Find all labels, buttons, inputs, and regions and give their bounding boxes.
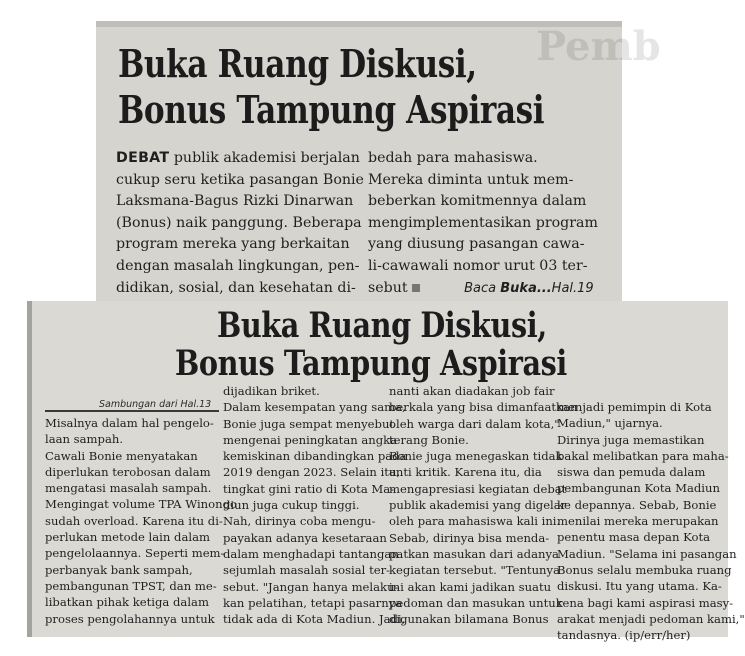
body-line: penentu masa depan Kota	[557, 530, 711, 545]
headline-line-1: Buka Ruang Diskusi,	[118, 41, 477, 86]
body-line: terang Bonie.	[389, 432, 469, 447]
body-line: menjadi pemimpin di Kota	[557, 400, 712, 414]
headline-line-2: Bonus Tampung Aspirasi	[175, 343, 567, 384]
body-line: li-cawawali nomor urut 03 ter-	[368, 257, 588, 274]
body-line: dijadikan briket.	[223, 384, 320, 398]
body-line: menilai mereka merupakan	[557, 514, 719, 529]
body-line: ke depannya. Sebab, Bonie	[557, 497, 717, 512]
body-line: 2019 dengan 2023. Selain itu,	[223, 465, 401, 480]
body-line: sejumlah masalah sosial ter-	[223, 563, 391, 578]
body-line: Bonie juga menegaskan tidak	[389, 449, 563, 464]
body-line: sebut. "Jangan hanya melaku-	[223, 579, 399, 594]
body-line: program mereka yang berkaitan	[116, 236, 350, 253]
body-line: cukup seru ketika pasangan Bonie	[116, 171, 364, 188]
end-mark-icon	[412, 284, 420, 292]
body-line: arakat menjadi pedoman kami,"	[557, 611, 745, 626]
body-line: Mengingat volume TPA Winongo	[45, 497, 237, 512]
body-line: mengenai peningkatan angka	[223, 432, 398, 447]
body-line: kemiskinan dibandingkan pada	[223, 449, 407, 464]
continued-from-label: Sambungan dari Hal.13	[99, 399, 212, 410]
scan-shadow	[96, 21, 622, 27]
body-line: mengapresiasi kegiatan debat	[389, 481, 567, 496]
body-line: dalam menghadapi tantangan	[223, 546, 399, 561]
body-line: perlukan metode lain dalam	[45, 530, 210, 545]
body-line: tidak ada di Kota Madiun. Jadi,	[223, 612, 406, 627]
scan-edge	[27, 301, 32, 637]
body-line: ini akan kami jadikan suatu	[389, 579, 552, 594]
body-line: libatkan pihak ketiga dalam	[45, 595, 209, 610]
body-column-2	[368, 148, 598, 299]
lede-word: DEBAT	[116, 150, 170, 166]
body-line-final: sebut Baca Buka...Hal.19	[368, 279, 594, 296]
body-line: perbanyak bank sampah,	[45, 562, 193, 577]
body-line: Madiun. "Selama ini pasangan	[557, 546, 737, 561]
body-line: nanti akan diadakan job fair	[389, 384, 555, 398]
body-line: Dirinya juga memastikan	[557, 432, 705, 447]
body-line: Dalam kesempatan yang sama,	[223, 400, 406, 415]
body-line: Mereka diminta untuk mem-	[368, 171, 574, 188]
continue-note: Baca Buka...Hal.19	[464, 280, 594, 296]
body-column-1	[45, 415, 237, 627]
body-line: DEBAT publik akademisi berjalan	[116, 150, 360, 166]
headline-line-1: Buka Ruang Diskusi,	[217, 305, 547, 346]
body-line: Bonie juga sempat menyebut	[223, 416, 395, 431]
body-line: proses pengolahannya untuk	[45, 611, 215, 626]
headline-line-2: Bonus Tampung Aspirasi	[118, 87, 545, 132]
body-line: tingkat gini ratio di Kota Ma-	[223, 481, 395, 496]
body-column-3	[389, 383, 577, 627]
body-line: tandasnya. (ip/err/her)	[557, 628, 691, 643]
body-line: Misalnya dalam hal pengelo-	[45, 416, 214, 430]
body-line: didikan, sosial, dan kesehatan di-	[116, 279, 356, 296]
body-line: (Bonus) naik panggung. Beberapa	[116, 214, 362, 231]
body-line: Laksmana-Bagus Rizki Dinarwan	[116, 193, 354, 210]
body-line: sudah overload. Karena itu di-	[45, 513, 223, 528]
body-column-2	[223, 383, 407, 627]
body-line: pembangunan Kota Madiun	[557, 481, 720, 496]
body-line: siswa dan pemuda dalam	[557, 465, 706, 480]
body-line: publik akademisi yang digelar	[389, 498, 567, 513]
body-line: payakan adanya kesetaraan	[223, 530, 387, 545]
bleed-through-text: Pemb	[536, 23, 661, 70]
body-line: Sebab, dirinya bisa menda-	[389, 530, 550, 545]
body-column-1	[116, 148, 364, 299]
body-column-4	[557, 399, 745, 643]
body-line: beberkan komitmennya dalam	[368, 193, 587, 210]
body-line: diperlukan terobosan dalam	[45, 464, 211, 479]
body-line: rena bagi kami aspirasi masy-	[557, 595, 734, 610]
body-line: pengelolaannya. Seperti mem-	[45, 546, 225, 561]
body-line: pedoman dan masukan untuk	[389, 595, 563, 610]
body-line: bedah para mahasiswa.	[368, 150, 538, 166]
body-line: Nah, dirinya coba mengu-	[223, 514, 376, 529]
body-line: kan pelatihan, tetapi pasarnya	[223, 595, 403, 610]
body-line: yang diusung pasangan cawa-	[368, 236, 585, 253]
body-line: Madiun," ujarnya.	[557, 416, 663, 431]
body-line: bakal melibatkan para maha-	[557, 448, 729, 463]
body-line: patkan masukan dari adanya	[389, 546, 559, 561]
body-line: oleh warga dari dalam kota,"	[389, 416, 560, 431]
body-line: diskusi. Itu yang utama. Ka-	[557, 579, 722, 594]
body-line: pembangunan TPST, dan me-	[45, 578, 217, 593]
body-line: Cawali Bonie menyatakan	[45, 448, 198, 463]
body-line: kegiatan tersebut. "Tentunya	[389, 563, 560, 578]
clipping-top	[96, 21, 661, 301]
body-line: digunakan bilamana Bonus	[389, 612, 549, 627]
body-line: mengatasi masalah sampah.	[45, 481, 212, 496]
body-line: Bonus selalu membuka ruang	[557, 562, 732, 577]
body-line: anti kritik. Karena itu, dia	[389, 465, 542, 480]
body-line: berkala yang bisa dimanfaatkan	[389, 400, 578, 415]
body-line: diun juga cukup tinggi.	[223, 498, 360, 513]
column-rule	[45, 410, 219, 412]
body-line: oleh para mahasiswa kali ini.	[389, 514, 561, 529]
body-line: dengan masalah lingkungan, pen-	[116, 257, 360, 274]
clipping-bottom	[27, 301, 745, 643]
body-line: mengimplementasikan program	[368, 214, 598, 231]
body-line: laan sampah.	[45, 432, 124, 447]
